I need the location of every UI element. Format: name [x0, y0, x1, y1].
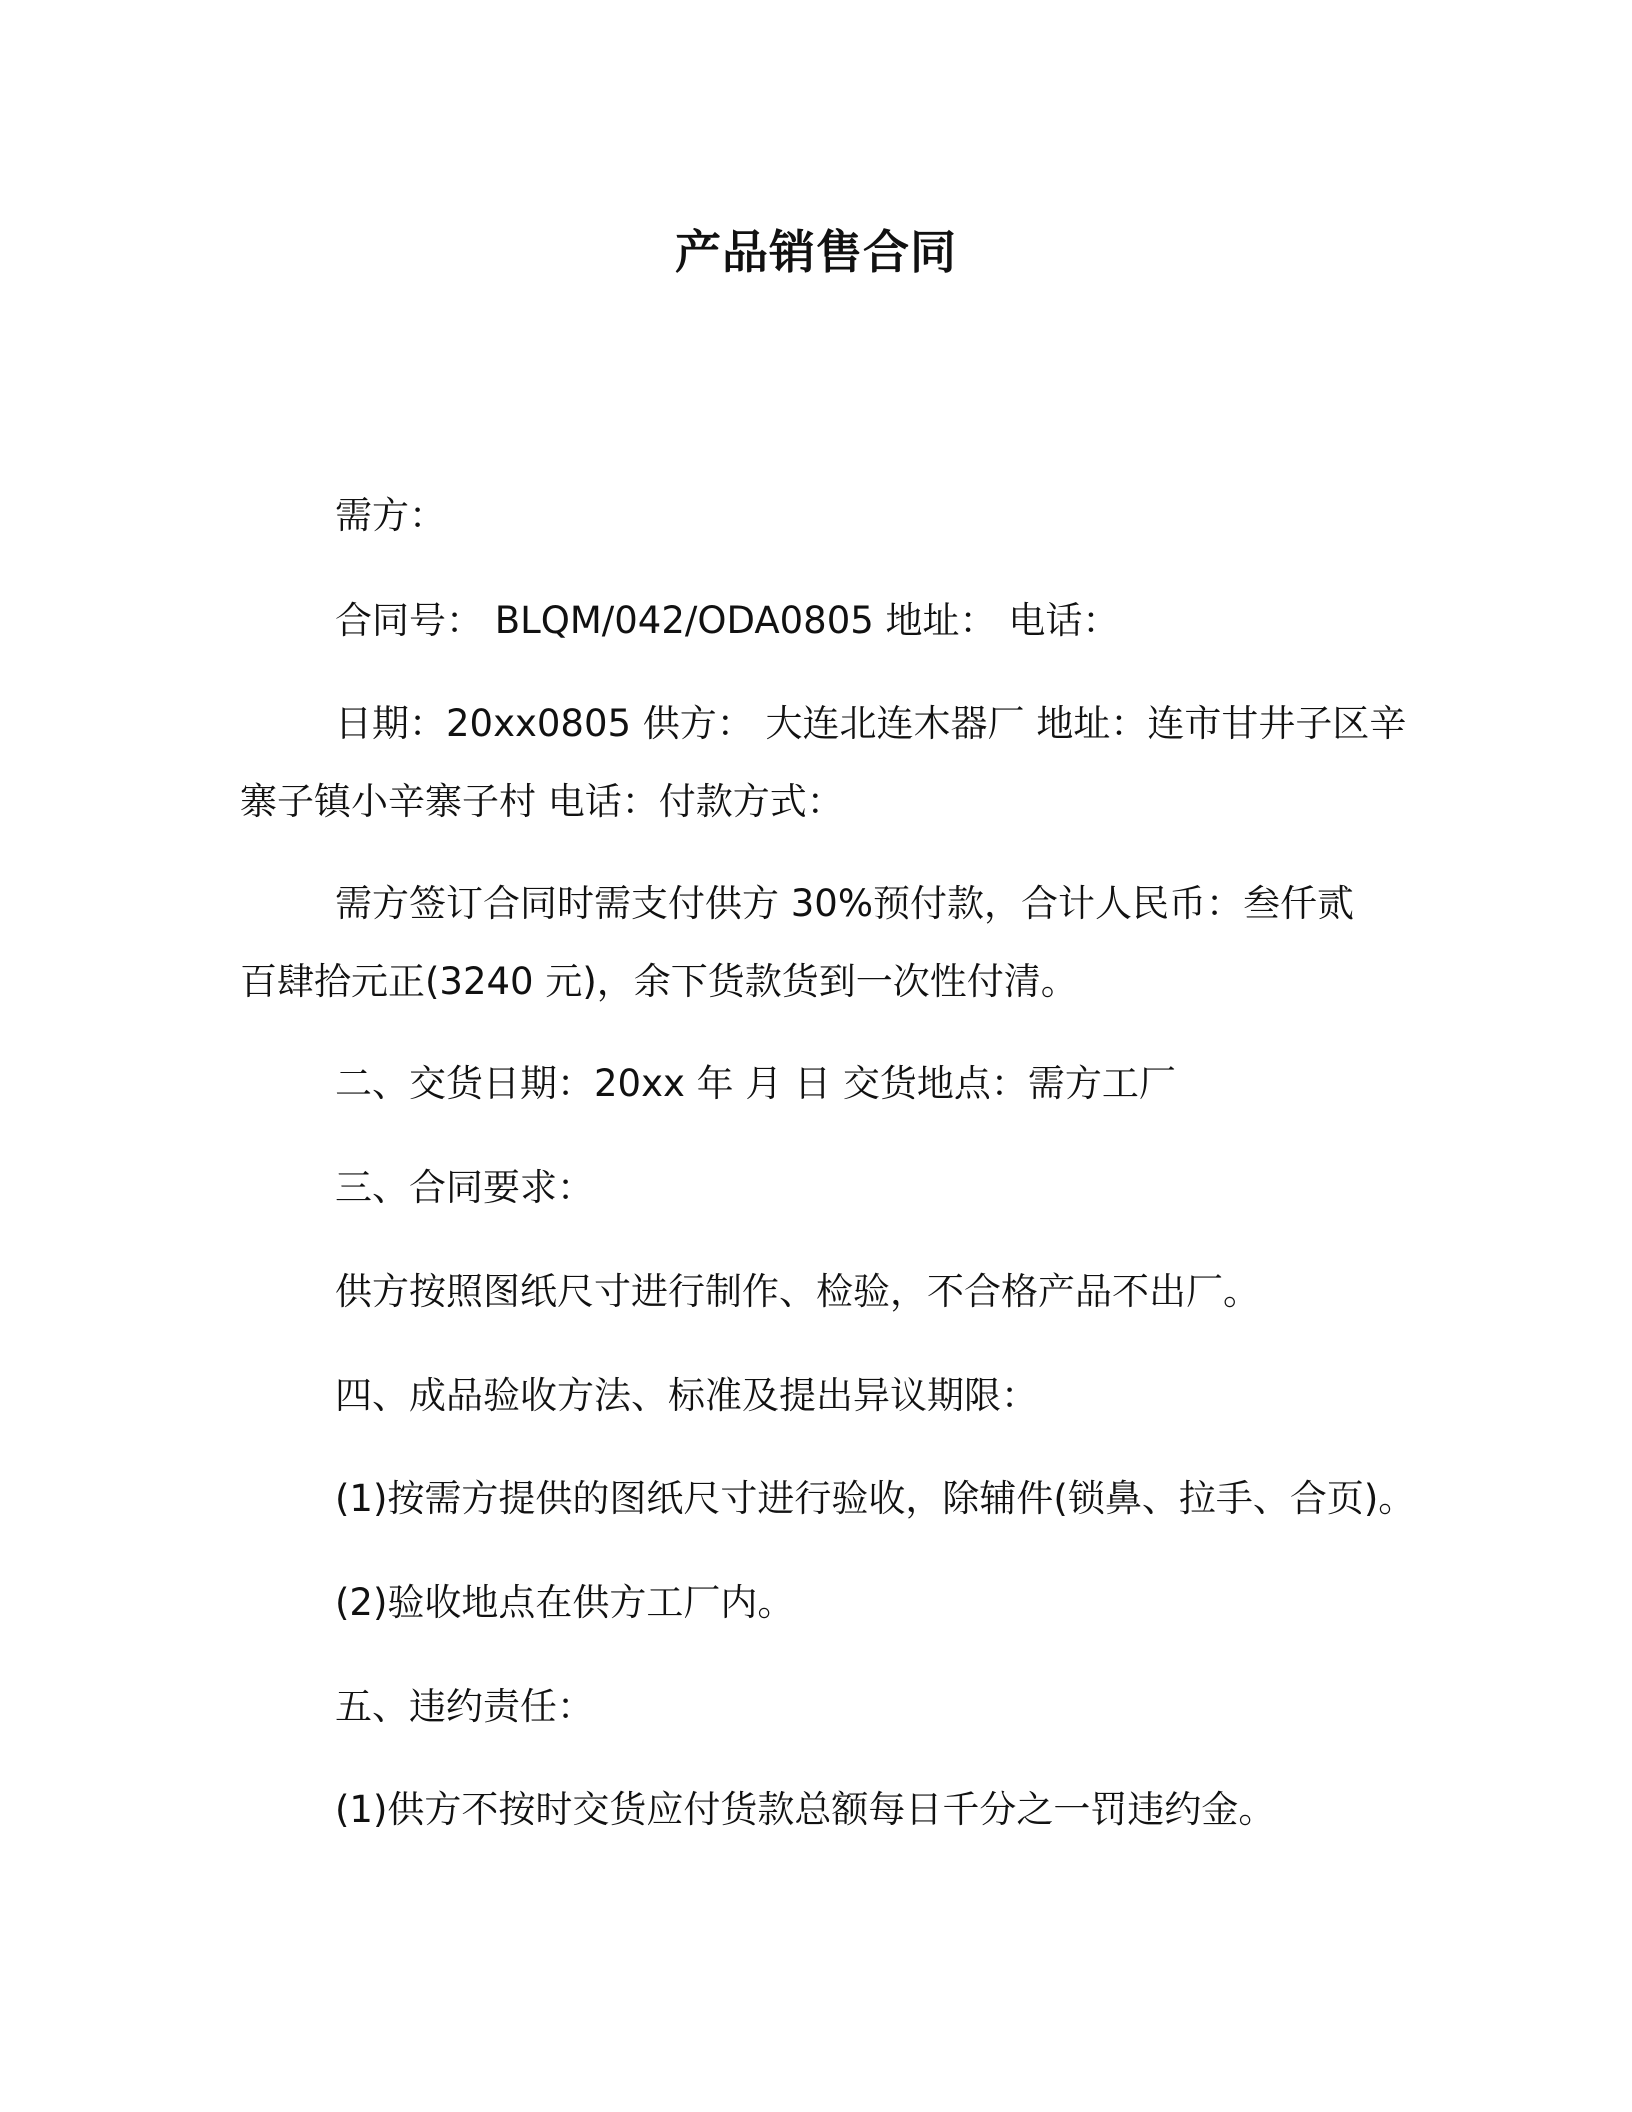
document-title: 产品销售合同 [675, 225, 957, 279]
paragraph-payment-terms-cont: 百肆拾元正(3240 元)，余下货款货到一次性付清。 [240, 960, 1078, 1003]
paragraph-payment-terms: 需方签订合同时需支付供方 30%预付款，合计人民币：叁仟贰 [335, 882, 1354, 925]
paragraph-buyer: 需方： [335, 494, 446, 537]
paragraph-liability-1: (1)供方不按时交货应付货款总额每日千分之一罚违约金。 [335, 1788, 1276, 1831]
paragraph-supplier-address-cont: 寨子镇小辛寨子村 电话：付款方式： [240, 780, 844, 823]
paragraph-requirement-detail: 供方按照图纸尺寸进行制作、检验，不合格产品不出厂。 [335, 1270, 1260, 1313]
paragraph-delivery: 二、交货日期：20xx 年 月 日 交货地点：需方工厂 [335, 1062, 1176, 1105]
paragraph-acceptance-2: (2)验收地点在供方工厂内。 [335, 1581, 795, 1624]
paragraph-contract-requirements: 三、合同要求： [335, 1166, 594, 1209]
paragraph-acceptance-1: (1)按需方提供的图纸尺寸进行验收，除辅件(锁鼻、拉手、合页)。 [335, 1477, 1416, 1520]
paragraph-contract-number: 合同号： BLQM/042/ODA0805 地址： 电话： [335, 599, 1120, 642]
paragraph-date-supplier: 日期：20xx0805 供方： 大连北连木器厂 地址：连市甘井子区辛 [335, 702, 1407, 745]
paragraph-acceptance: 四、成品验收方法、标准及提出异议期限： [335, 1374, 1038, 1417]
paragraph-liability: 五、违约责任： [335, 1685, 594, 1728]
